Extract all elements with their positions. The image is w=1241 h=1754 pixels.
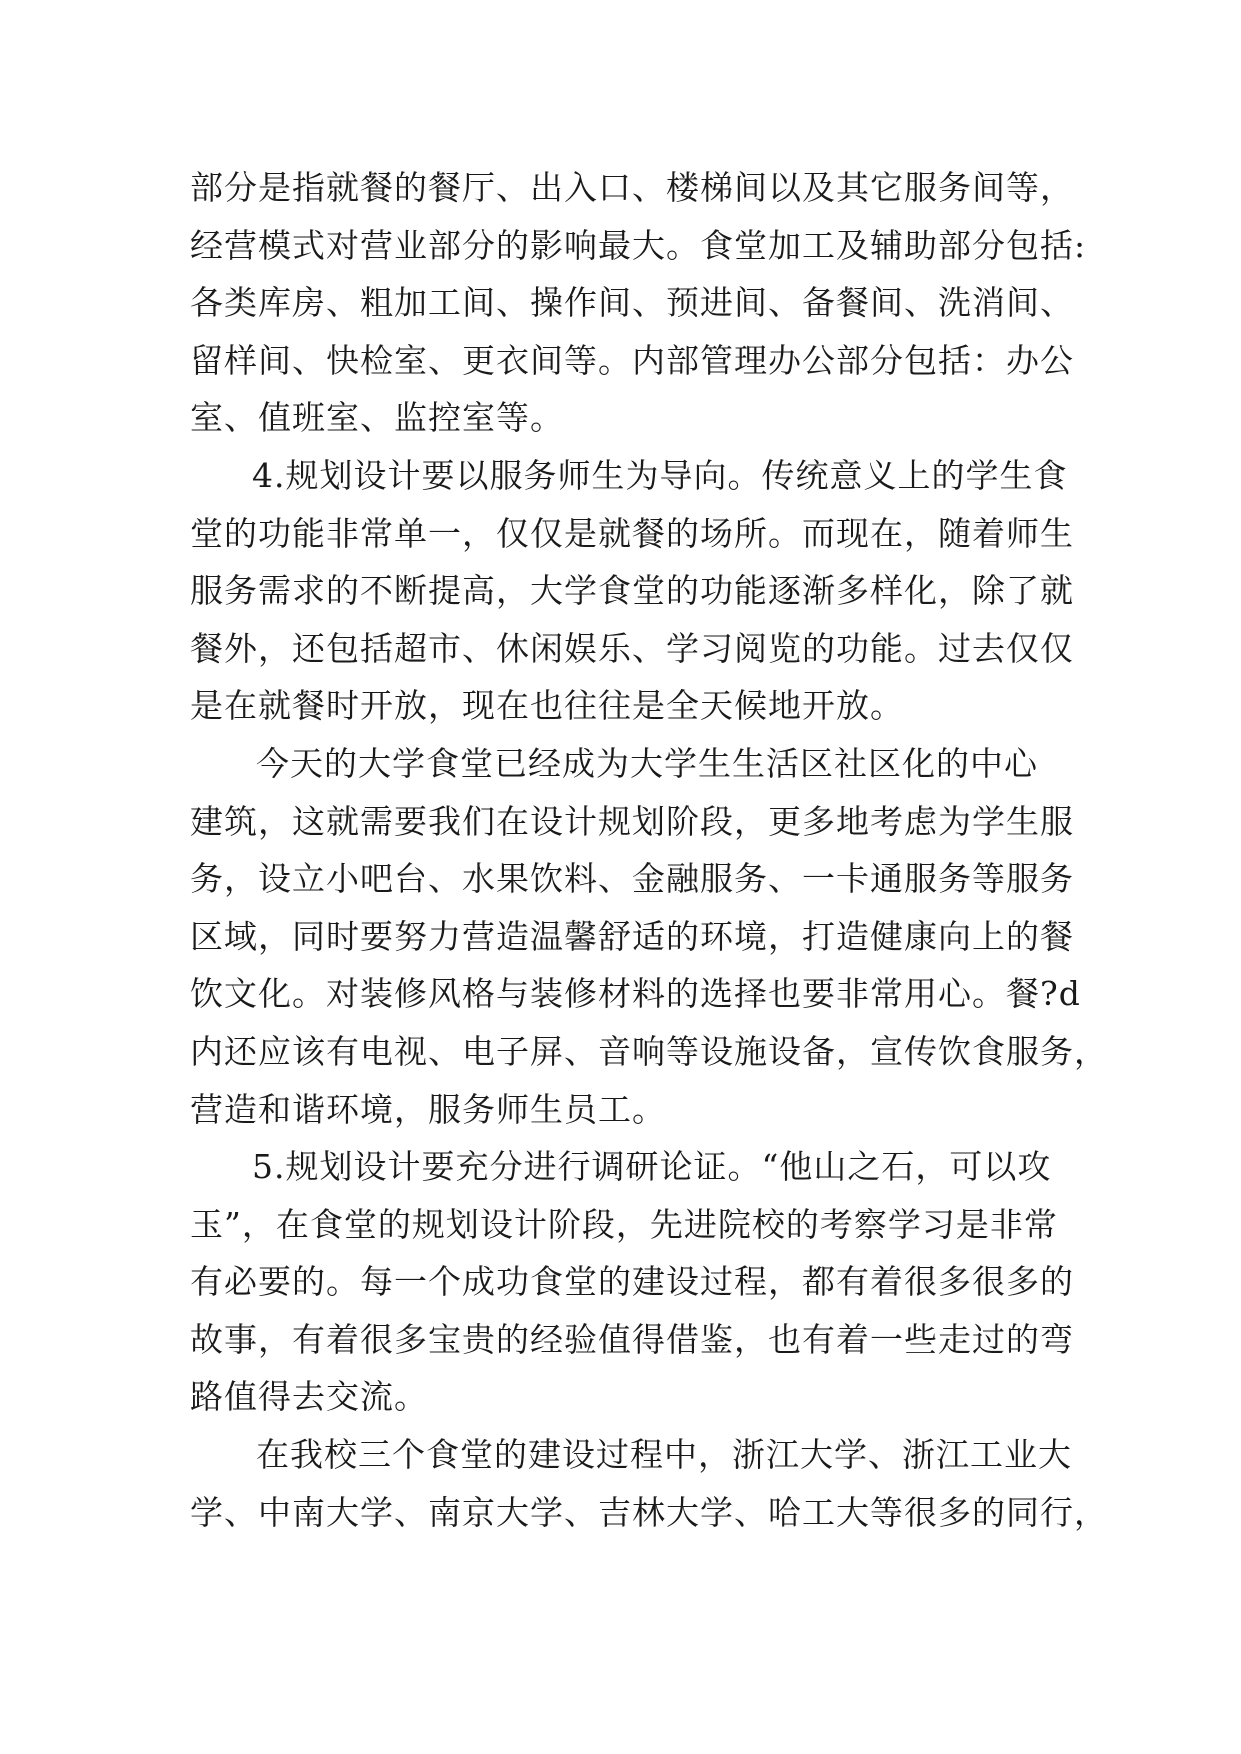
text-line: 营造和谐环境，服务师生员工。 (190, 1089, 666, 1129)
text-line: 路值得去交流。 (190, 1377, 428, 1417)
text-line: 饮文化。对装修风格与装修材料的选择也要非常用心。餐?d (190, 974, 1081, 1014)
text-line: 室、值班室、监控室等。 (190, 398, 564, 438)
text-line: 留样间、快检室、更衣间等。内部管理办公部分包括：办公 (190, 340, 1074, 380)
text-line: 是在就餐时开放，现在也往往是全天候地开放。 (190, 686, 904, 726)
text-line: 学、中南大学、南京大学、吉林大学、哈工大等很多的同行， (190, 1492, 1108, 1532)
text-line: 部分是指就餐的餐厅、出入口、楼梯间以及其它服务间等， (190, 168, 1074, 207)
paragraph-start-line: 在我校三个食堂的建设过程中，浙江大学、浙江工业大 (256, 1435, 1072, 1475)
body-text (190, 159, 1108, 1541)
text-line: 务，设立小吧台、水果饮料、金融服务、一卡通服务等服务 (190, 859, 1074, 899)
text-line: 堂的功能非常单一，仅仅是就餐的场所。而现在，随着师生 (190, 513, 1074, 553)
text-line: 故事，有着很多宝贵的经验值得借鉴，也有着一些走过的弯 (190, 1319, 1074, 1359)
text-line: 玉”，在食堂的规划设计阶段，先进院校的考察学习是非常 (190, 1204, 1058, 1244)
paragraph-start-line: 4.规划设计要以服务师生为导向。传统意义上的学生食 (252, 455, 1068, 495)
text-line: 各类库房、粗加工间、操作间、预进间、备餐间、洗消间、 (190, 283, 1074, 323)
paragraph-start-line: 5.规划设计要充分进行调研论证。“他山之石，可以攻 (252, 1147, 1052, 1187)
text-line: 服务需求的不断提高，大学食堂的功能逐渐多样化，除了就 (190, 571, 1074, 611)
paragraph-start-line: 今天的大学食堂已经成为大学生生活区社区化的中心 (256, 743, 1038, 783)
text-line: 餐外，还包括超市、休闲娱乐、学习阅览的功能。过去仅仅 (190, 628, 1074, 668)
text-line: 经营模式对营业部分的影响最大。食堂加工及辅助部分包括: (190, 225, 1087, 265)
text-line: 有必要的。每一个成功食堂的建设过程，都有着很多很多的 (190, 1262, 1074, 1302)
text-line: 建筑，这就需要我们在设计规划阶段，更多地考虑为学生服 (190, 801, 1074, 841)
text-line: 区域，同时要努力营造温馨舒适的环境，打造健康向上的餐 (190, 916, 1074, 956)
text-line: 内还应该有电视、电子屏、音响等设施设备，宣传饮食服务， (190, 1031, 1108, 1071)
